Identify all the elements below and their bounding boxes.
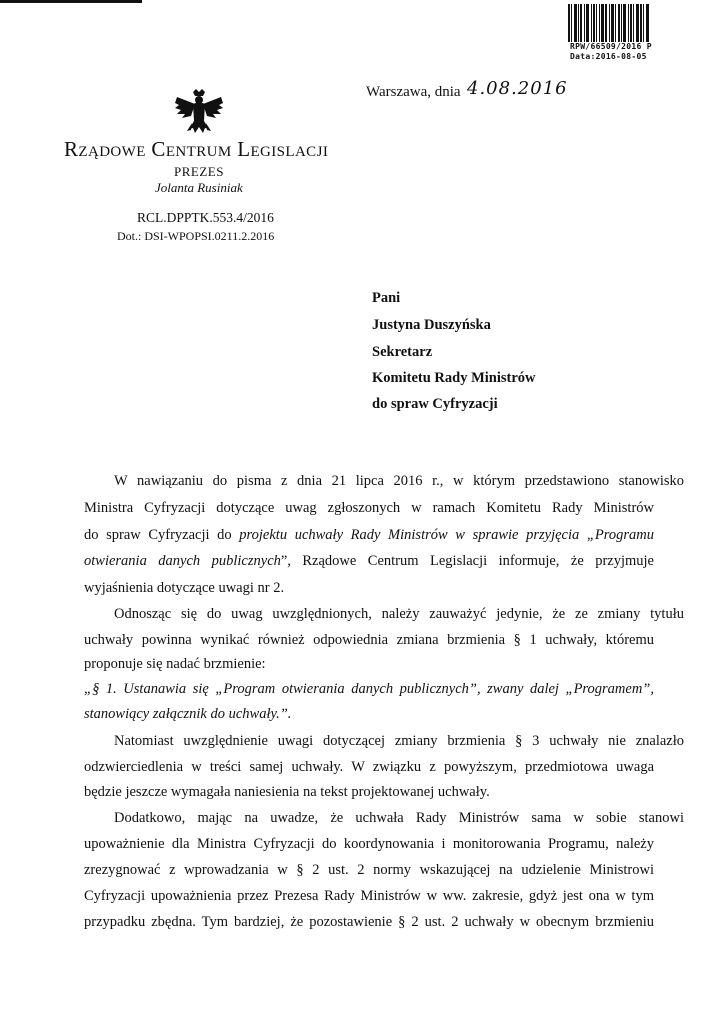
paragraph-1-line: W nawiązaniu do pisma z dnia 21 lipca 2016 r., w którym przedstawiono stanowisko [114,473,684,489]
related-reference: Dot.: DSI-WPOPSI.0211.2.2016 [117,229,275,243]
paragraph-3-line: odzwierciedlenia w treści samej uchwały. W związku z powyższym, przedmiotowa uwaga [84,759,654,775]
paragraph-2-line: proponuje się nadać brzmienie: [84,656,266,672]
registration-number: RPW/66509/2016 P [570,42,652,51]
handwritten-date: 4.08.2016 [467,78,568,99]
registration-date: Data:2016-08-05 [570,52,647,61]
registration-stamp [570,42,652,62]
place-date-label: Warszawa, dnia [366,84,461,100]
paragraph-3-line: Natomiast uwzględnienie uwagi dotyczącej zmiany brzmienia § 3 uchwały nie znalazło [114,733,684,749]
office-title: PREZES [174,164,224,179]
paragraph-4-line: Cyfryzacji upoważnienia przez Prezesa Rady Ministrów w ww. zakresie, gdyż jest ona w tym [84,888,654,904]
paragraph-2-line: Odnosząc się do uwag uwzględnionych, należy zauważyć jedynie, że ze zmiany tytułu [114,606,684,622]
paragraph-4-line: zrezygnować z wprowadzania w § 2 ust. 2 normy wskazującej na udzielenie Ministrowi [84,862,654,878]
organization-name: Rządowe Centrum Legislacji [64,137,329,161]
recipient-position: Sekretarz [372,344,433,360]
recipient-committee-scope: do spraw Cyfryzacji [372,396,498,412]
barcode [568,4,660,42]
paragraph-4-line: Dodatkowo, mając na uwadze, że uchwała Rady Ministrów sama w sobie stanowi [114,810,684,826]
paragraph-1-line: wyjaśnienia dotyczące uwagi nr 2. [84,580,285,596]
paragraph-1-line: do spraw Cyfryzacji do projektu uchwały Rady Ministrów w sprawie przyjęcia „Programu [84,527,655,543]
paragraph-1-line: otwierania danych publicznych”, Rządowe Centrum Legislacji informuje, że przyjmuje [84,553,654,569]
quoted-provision-line: stanowiący załącznik do uchwały.”. [84,706,292,722]
top-rule [0,0,142,3]
paragraph-1-line: Ministra Cyfryzacji dotyczące uwag zgłoszonych w ramach Komitetu Rady Ministrów [84,500,654,516]
paragraph-4-line: przypadku zbędna. Tym bardziej, że pozostawienie § 2 ust. 2 uchwały w obecnym brzmieniu [84,914,654,930]
eagle-emblem-icon [173,89,225,137]
recipient-salutation: Pani [372,290,401,306]
recipient-name: Justyna Duszyńska [372,317,491,333]
recipient-committee: Komitetu Rady Ministrów [372,370,536,386]
paragraph-4-line: upoważnienie dla Ministra Cyfryzacji do koordynowania i monitorowania Programu, należy [84,836,654,852]
paragraph-3-line: będzie jeszcze wymagała naniesienia na tekst projektowanej uchwały. [84,784,490,800]
paragraph-2-line: uchwały powinna wynikać również odpowiednia zmiana brzmienia § 1 uchwały, któremu [84,632,654,648]
signatory-name: Jolanta Rusiniak [155,180,243,195]
quoted-provision-line: „§ 1. Ustanawia się „Program otwierania danych publicznych”, zwany dalej „Programem”, [84,681,654,697]
reference-number: RCL.DPPTK.553.4/2016 [137,210,274,225]
